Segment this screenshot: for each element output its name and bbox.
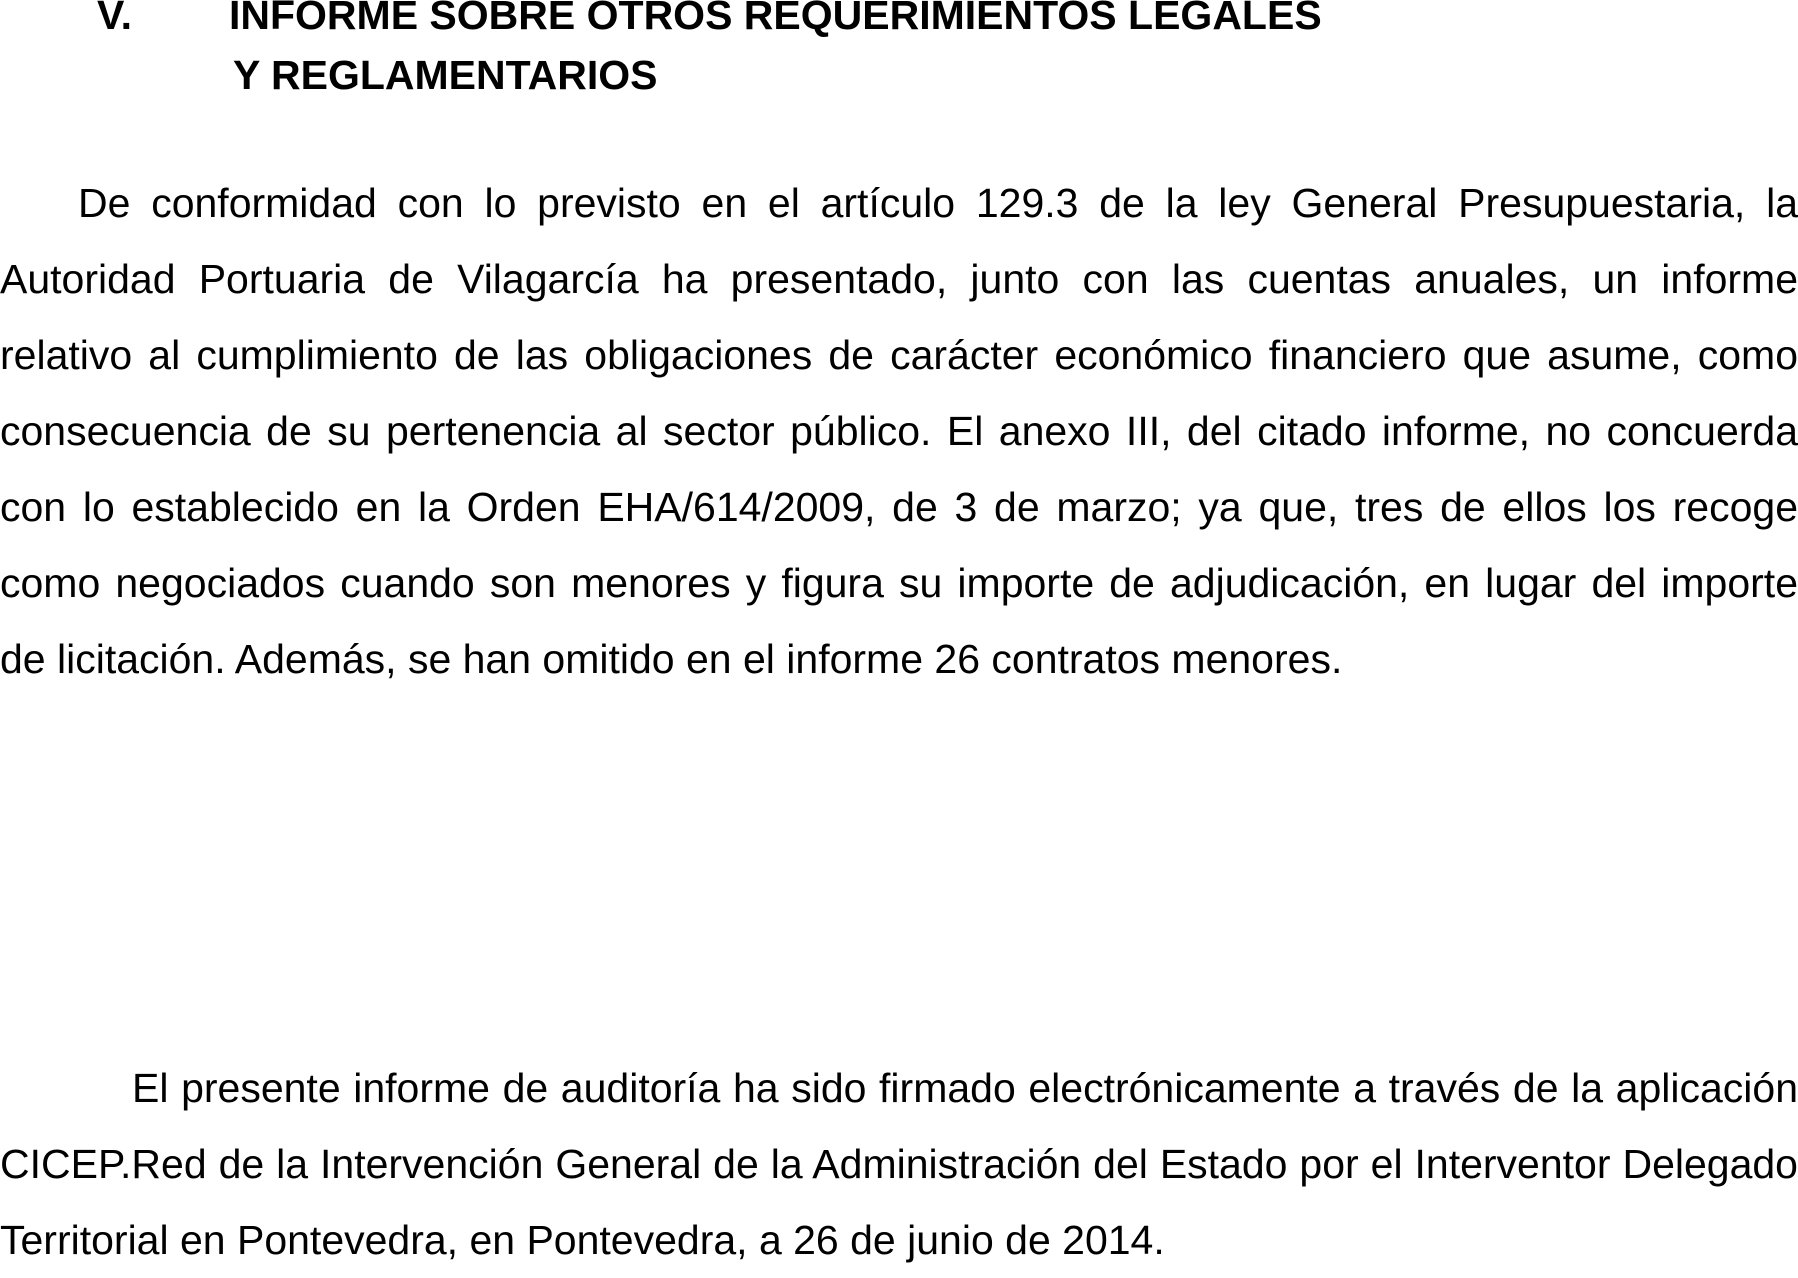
paragraph-legal-requirements xyxy=(0,165,1798,697)
paragraph-text: El presente informe de auditoría ha sido firmado electrónicamente a través de la aplicación CICEP.Red de la Intervención General de la Administración del Estado por el Interventor Delegado Territorial en Pontevedra, en Pontevedra, a 26 de junio de 2014. xyxy=(0,1065,1798,1263)
section-title-line1: INFORME SOBRE OTROS REQUERIMIENTOS LEGALES xyxy=(229,0,1322,38)
paragraph-signature-statement xyxy=(0,1050,1798,1278)
section-number: V. xyxy=(97,0,132,38)
section-title-line2: Y REGLAMENTARIOS xyxy=(233,52,658,98)
paragraph-text: De conformidad con lo previsto en el artículo 129.3 de la ley General Presupuestaria, la Autoridad Portuaria de Vilagarcía ha presentado, junto con las cuentas anuales, un informe relativo al cumplimiento de las obligaciones de carácter económico financiero que asume, como consecuencia de su pertenencia al sector público. El anexo III, del citado informe, no concuerda con lo establecido en la Orden EHA/614/2009, de 3 de marzo; ya que, tres de ellos los recoge como negociados cuando son menores y figura su importe de adjudicación, en lugar del importe de licitación. Además, se han omitido en el informe 26 contratos menores. xyxy=(0,180,1798,682)
